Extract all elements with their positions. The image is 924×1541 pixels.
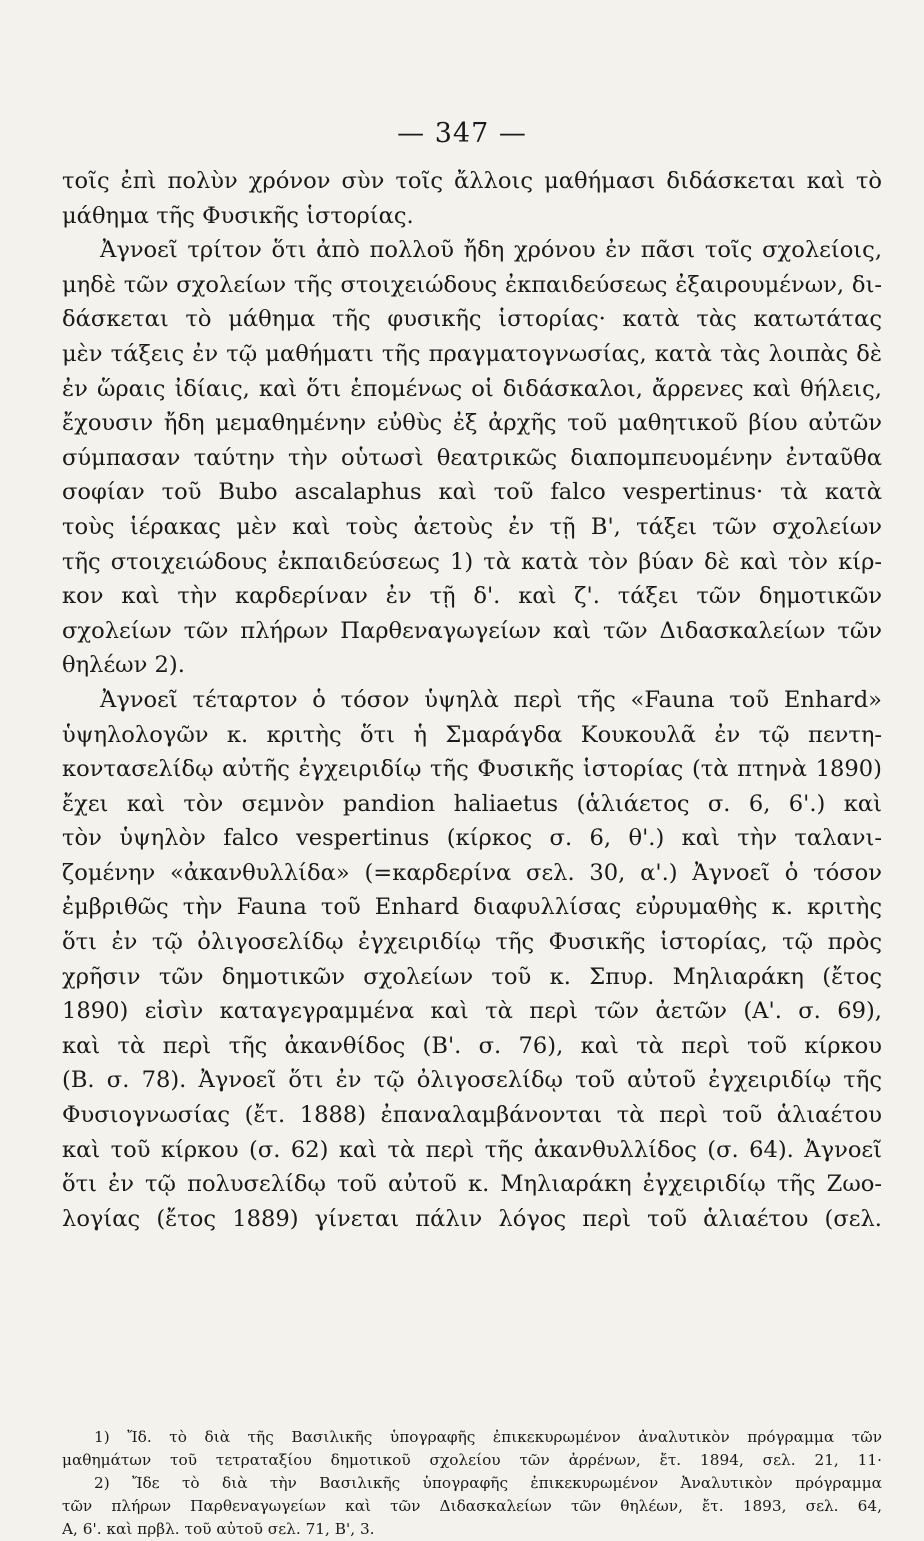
body-line: σύμπασαν ταύτην τὴν οὑτωσὶ θεατρικῶς διαπομπευομένην ἐνταῦθα [62, 444, 882, 471]
body-line: τὸν ὑψηλὸν falco vespertinus (κίρκος σ. 6, θ'.) καὶ τὴν ταλανι- [62, 825, 882, 852]
footnote-line: Α, 6'. καὶ πρβλ. τοῦ αὐτοῦ σελ. 71, Β', 3. [62, 1520, 375, 1538]
body-line: ἔχει καὶ τὸν σεμνὸν pandion haliaetus (ἁλιάετος σ. 6, 6'.) καὶ [62, 790, 882, 817]
body-line: κοντασελίδῳ αὐτῆς ἐγχειριδίῳ τῆς Φυσικῆς ἱστορίας (τὰ πτηνὰ 1890) [62, 756, 882, 783]
body-line: τοὺς ἱέρακας μὲν καὶ τοὺς ἀετοὺς ἐν τῇ Β', τάξει τῶν σχολείων [62, 513, 882, 540]
body-text [62, 164, 882, 1236]
body-line: ἐν ὥραις ἰδίαις, καὶ ὅτι ἑπομένως οἱ διδάσκαλοι, ἄρρενες καὶ θήλεις, [62, 375, 882, 402]
body-line: σοφίαν τοῦ Bubo ascalaphus καὶ τοῦ falco vespertinus· τὰ κατὰ [62, 479, 882, 506]
footnote-line: μαθημάτων τοῦ τετραταξίου δημοτικοῦ σχολείου τῶν ἀρρένων, ἔτ. 1894, σελ. 21, 11· [62, 1451, 882, 1469]
body-line: Φυσιογνωσίας (ἔτ. 1888) ἐπαναλαμβάνονται τὰ περὶ τοῦ ἁλιαέτου [62, 1102, 882, 1129]
body-line: μὲν τάξεις ἐν τῷ μαθήματι τῆς πραγματογνωσίας, κατὰ τὰς λοιπὰς δὲ [62, 340, 882, 367]
body-line: (Β. σ. 78). Ἀγνοεῖ ὅτι ἐν τῷ ὀλιγοσελίδῳ τοῦ αὐτοῦ ἐγχειριδίῳ τῆς [62, 1067, 882, 1094]
body-line: καὶ τοῦ κίρκου (σ. 62) καὶ τὰ περὶ τῆς ἀκανθυλλίδος (σ. 64). Ἀγνοεῖ [62, 1136, 882, 1163]
body-line: Ἀγνοεῖ τέταρτον ὁ τόσον ὑψηλὰ περὶ τῆς «Fauna τοῦ Enhard» [100, 686, 882, 713]
footnote-line: 1) Ἴδ. τὸ διὰ τῆς Βασιλικῆς ὑπογραφῆς ἐπικεκυρωμένον ἀναλυτικὸν πρόγραμμα τῶν [94, 1428, 882, 1446]
body-line: δάσκεται τὸ μάθημα τῆς φυσικῆς ἱστορίας· κατὰ τὰς κατωτάτας [62, 306, 882, 333]
body-line: μάθημα τῆς Φυσικῆς ἱστορίας. [62, 202, 414, 229]
body-line: μηδὲ τῶν σχολείων τῆς στοιχειώδους ἐκπαιδεύσεως ἐξαιρουμένων, δι- [62, 271, 882, 298]
body-line: ἔχουσιν ἤδη μεμαθημένην εὐθὺς ἐξ ἀρχῆς τοῦ μαθητικοῦ βίου αὐτῶν [62, 410, 882, 437]
footnote-line: τῶν πλήρων Παρθεναγωγείων καὶ τῶν Διδασκαλείων τῶν θηλέων, ἔτ. 1893, σελ. 64, [62, 1497, 882, 1515]
body-line: καὶ τὰ περὶ τῆς ἀκανθίδος (Β'. σ. 76), καὶ τὰ περὶ τοῦ κίρκου [62, 1032, 882, 1059]
body-line: σχολείων τῶν πλήρων Παρθεναγωγείων καὶ τῶν Διδασκαλείων τῶν [62, 617, 882, 644]
body-line: ὅτι ἐν τῷ πολυσελίδῳ τοῦ αὐτοῦ κ. Μηλιαράκη ἐγχειριδίῳ τῆς Ζωο- [62, 1171, 882, 1198]
body-line: 1890) εἰσὶν καταγεγραμμένα καὶ τὰ περὶ τῶν ἀετῶν (Α'. σ. 69), [62, 998, 882, 1025]
body-line: ὅτι ἐν τῷ ὀλιγοσελίδῳ ἐγχειριδίῳ τῆς Φυσικῆς ἱστορίας, τῷ πρὸς [62, 929, 882, 956]
body-line: κον καὶ τὴν καρδερίναν ἐν τῇ δ'. καὶ ζ'. τάξει τῶν δημοτικῶν [62, 583, 882, 610]
body-line: χρῆσιν τῶν δημοτικῶν σχολείων τοῦ κ. Σπυρ. Μηλιαράκη (ἔτος [62, 963, 882, 990]
body-line: θηλέων 2). [62, 652, 185, 679]
footnotes [62, 1426, 882, 1541]
body-line: ζομένην «ἀκανθυλλίδα» (=καρδερίνα σελ. 30, α'.) Ἀγνοεῖ ὁ τόσον [62, 859, 882, 886]
footnote-line: 2) Ἴδε τὸ διὰ τὴν Βασιλικῆς ὑπογραφῆς ἐπικεκυρωμένον Ἀναλυτικὸν πρόγραμμα [94, 1474, 882, 1492]
body-line: λογίας (ἔτος 1889) γίνεται πάλιν λόγος περὶ τοῦ ἁλιαέτου (σελ. [62, 1205, 882, 1232]
body-line: τοῖς ἐπὶ πολὺν χρόνον σὺν τοῖς ἄλλοις μαθήμασι διδάσκεται καὶ τὸ [62, 168, 882, 194]
page-number: — 347 — [397, 118, 527, 149]
body-line: ἐμβριθῶς τὴν Fauna τοῦ Enhard διαφυλλίσας εὐρυμαθὴς κ. κριτὴς [62, 894, 882, 921]
body-line: Ἀγνοεῖ τρίτον ὅτι ἀπὸ πολλοῦ ἤδη χρόνου ἐν πᾶσι τοῖς σχολείοις, [100, 237, 882, 264]
body-line: τῆς στοιχειώδους ἐκπαιδεύσεως 1) τὰ κατὰ τὸν βύαν δὲ καὶ τὸν κίρ- [62, 548, 882, 575]
body-line: ὑψηλολογῶν κ. κριτὴς ὅτι ἡ Σμαράγδα Κουκουλᾶ ἐν τῷ πεντη- [62, 721, 882, 748]
